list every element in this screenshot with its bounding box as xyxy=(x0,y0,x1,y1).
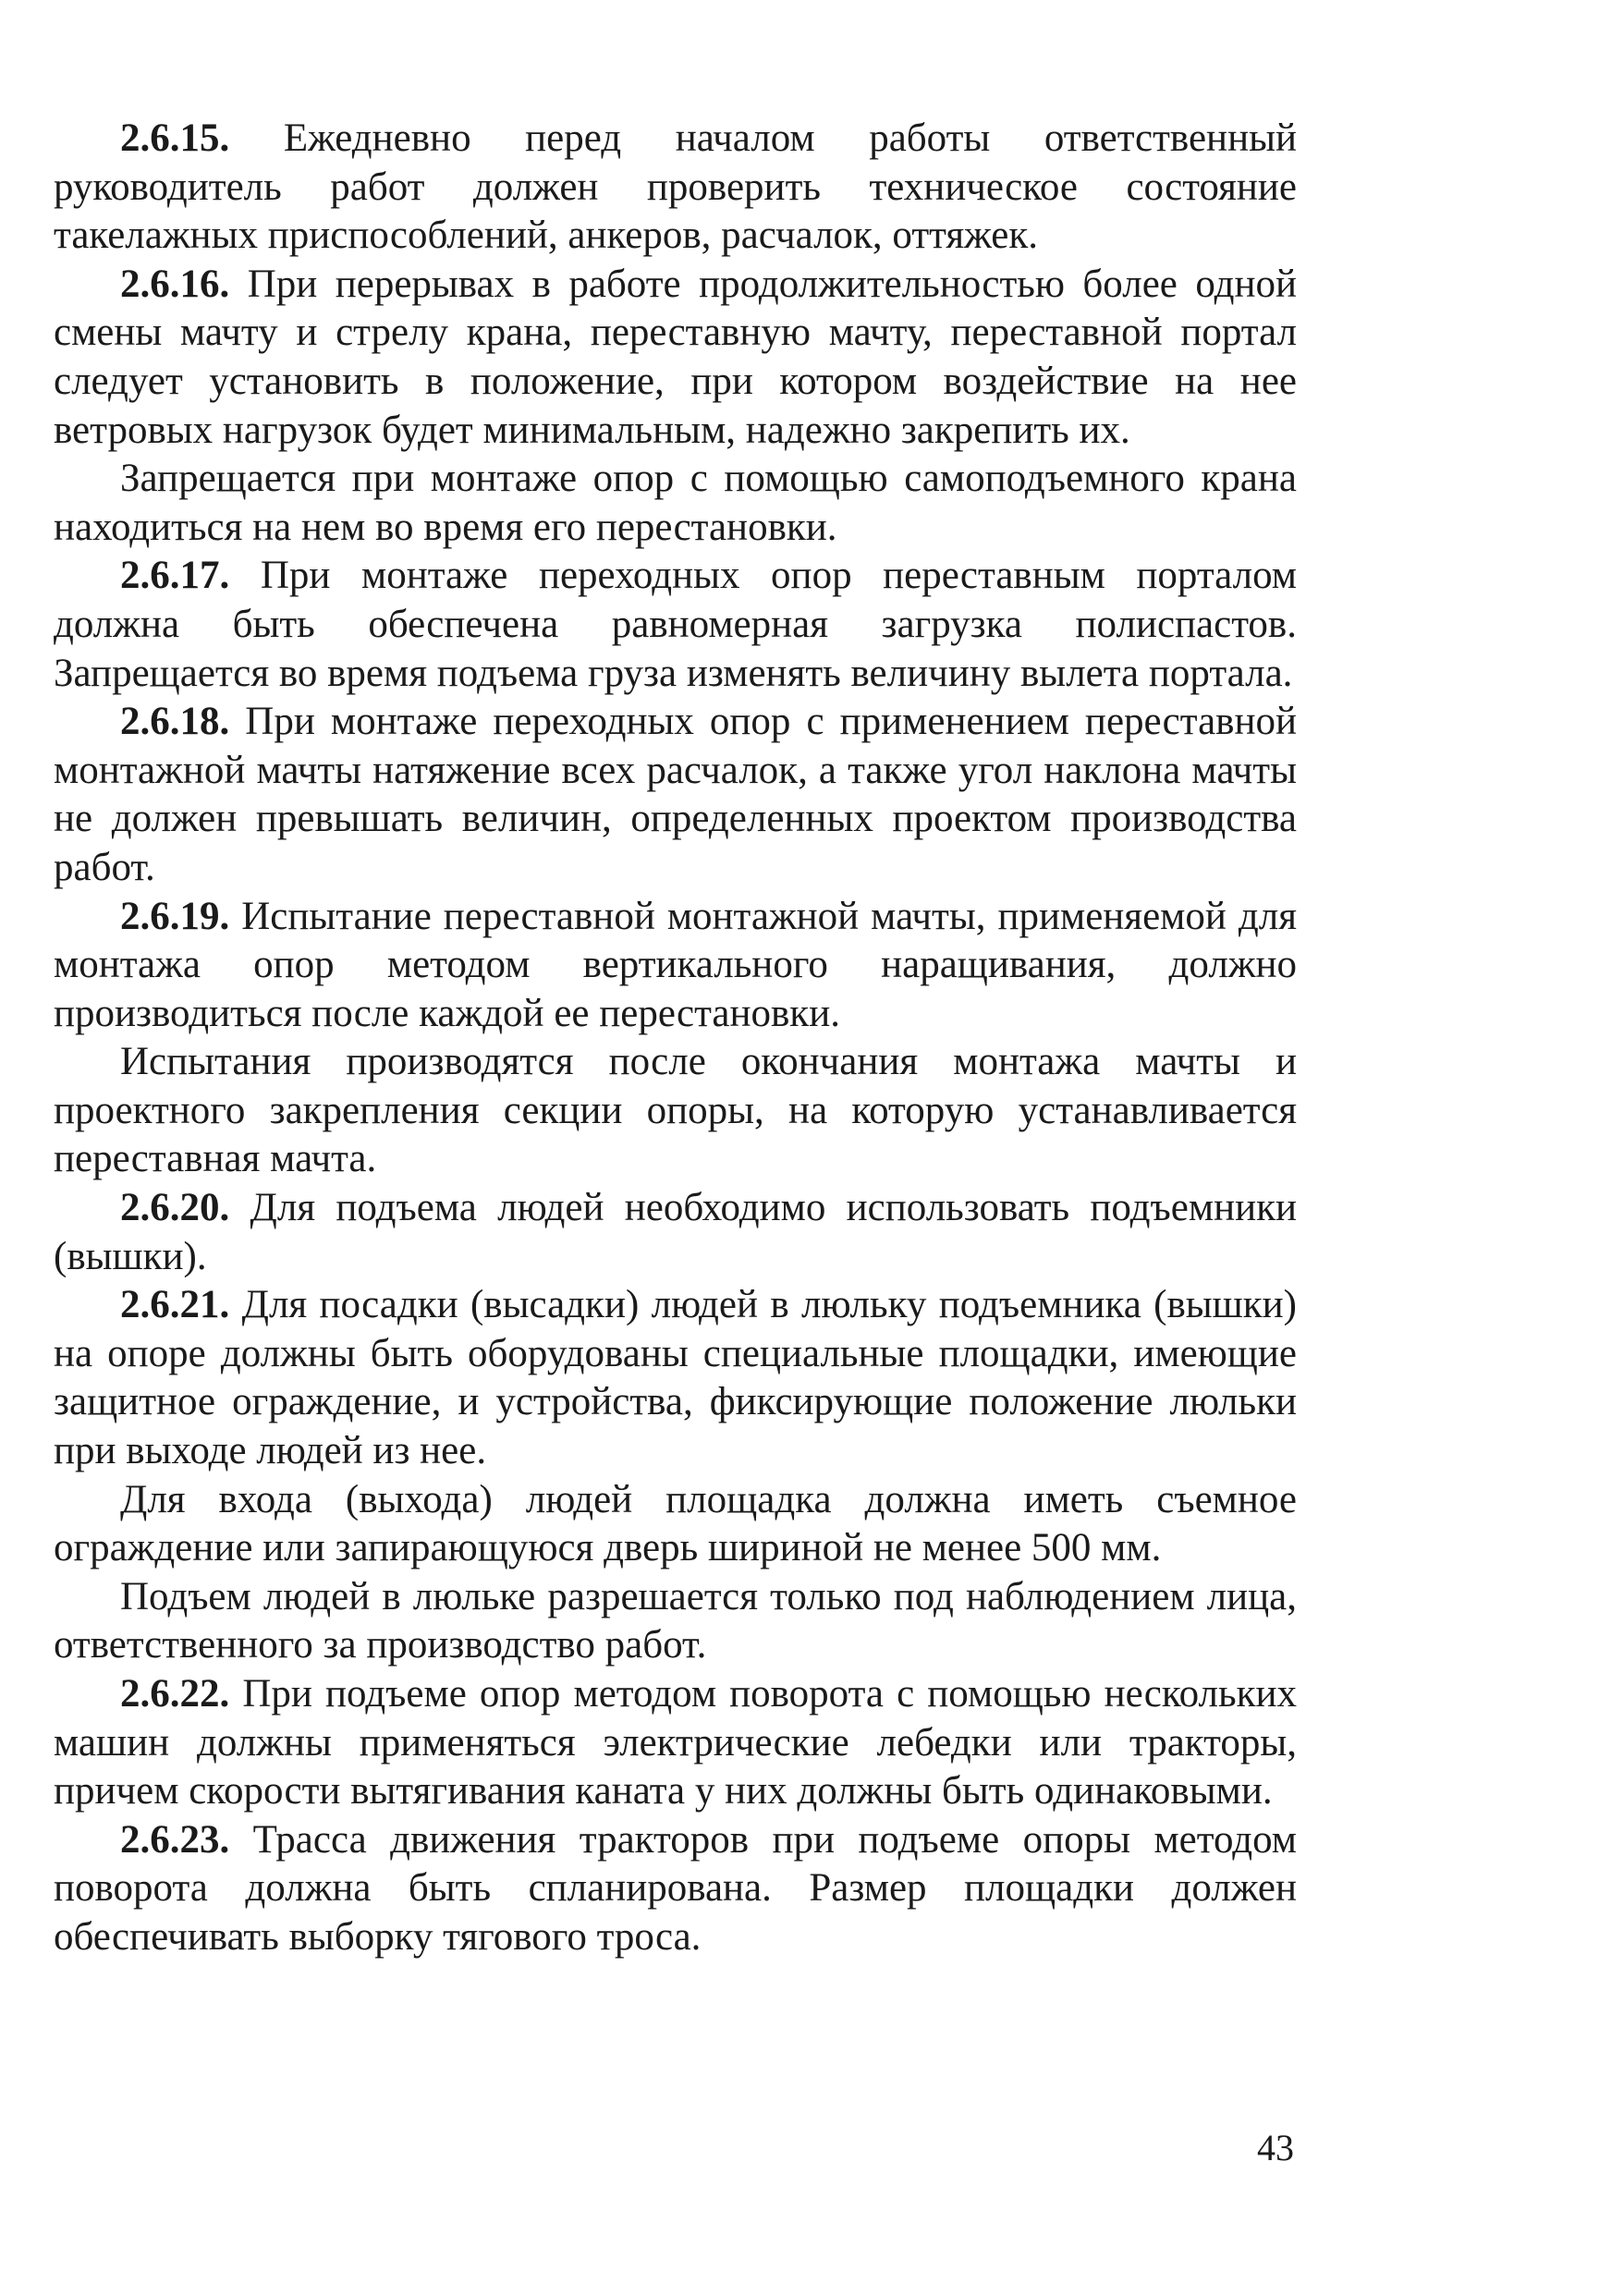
paragraph-2-6-19-note xyxy=(54,1038,1297,1184)
paragraph-number: 2.6.23. xyxy=(120,1817,230,1862)
paragraph-text: Испытания производятся после окончания монтажа мачты и проектного закрепления секции опоры, на которую устанавливается переставная мачта. xyxy=(54,1040,1297,1181)
paragraph-text: Для посадки (высадки) людей в люльку подъемника (вышки) на опоре должны быть оборудованы специальные площадки, имеющие защитное ограждение, и устройства, фиксирующие положение люльки при выходе людей из нее. xyxy=(54,1283,1297,1473)
paragraph-2-6-20 xyxy=(54,1184,1297,1281)
paragraph-text: При подъеме опор методом поворота с помощью нескольких машин должны применяться электрические лебедки или тракторы, причем скорости вытягивания каната у них должны быть одинаковыми. xyxy=(54,1672,1297,1814)
paragraph-2-6-17 xyxy=(54,552,1297,698)
paragraph-text: Для подъема людей необходимо использовать подъемники (вышки). xyxy=(54,1186,1297,1278)
paragraph-number: 2.6.20. xyxy=(120,1186,230,1230)
paragraph-text: При монтаже переходных опор переставным порталом должна быть обеспечена равномерная загрузка полиспастов. Запрещается во время подъема груза изменять величину вылета портала. xyxy=(54,554,1297,695)
paragraph-2-6-19 xyxy=(54,893,1297,1039)
paragraph-number: 2.6.16. xyxy=(120,262,230,306)
paragraph-number: 2.6.21. xyxy=(120,1283,230,1327)
paragraph-number: 2.6.17. xyxy=(120,554,230,598)
paragraph-number: 2.6.22. xyxy=(120,1672,230,1716)
paragraph-text: При перерывах в работе продолжительностью более одной смены мачту и стрелу крана, переставную мачту, переставной портал следует установить в положение, при котором воздействие на нее ветровых нагрузок будет минимальным, надежно закрепить их. xyxy=(54,262,1297,452)
paragraph-number: 2.6.18. xyxy=(120,700,230,744)
body-text xyxy=(54,115,1297,1962)
paragraph-text: Трасса движения тракторов при подъеме опоры методом поворота должна быть спланирована. Размер площадки должен обеспечивать выборку тягового троса. xyxy=(54,1817,1297,1959)
paragraph-2-6-21-note-1 xyxy=(54,1476,1297,1573)
paragraph-2-6-21-note-2 xyxy=(54,1573,1297,1670)
paragraph-number: 2.6.15. xyxy=(120,116,230,160)
paragraph-text: Запрещается при монтаже опор с помощью самоподъемного крана находиться на нем во время его перестановки. xyxy=(54,457,1297,549)
paragraph-2-6-22 xyxy=(54,1670,1297,1816)
paragraph-text: Подъем людей в люльке разрешается только под наблюдением лица, ответственного за производство работ. xyxy=(54,1574,1297,1667)
paragraph-text: Испытание переставной монтажной мачты, применяемой для монтажа опор методом вертикального наращивания, должно производиться после каждой ее перестановки. xyxy=(54,894,1297,1035)
paragraph-text: При монтаже переходных опор с применением переставной монтажной мачты натяжение всех расчалок, а также угол наклона мачты не должен превышать величин, определенных проектом производства работ. xyxy=(54,700,1297,889)
paragraph-2-6-21 xyxy=(54,1281,1297,1475)
paragraph-number: 2.6.19. xyxy=(120,894,230,938)
paragraph-2-6-15 xyxy=(54,115,1297,261)
paragraph-text: Для входа (выхода) людей площадка должна иметь съемное ограждение или запирающуюся дверь шириной не менее 500 мм. xyxy=(54,1477,1297,1570)
page-number: 43 xyxy=(1257,2127,1294,2168)
paragraph-2-6-16-note xyxy=(54,455,1297,552)
paragraph-text: Ежедневно перед началом работы ответственный руководитель работ должен проверить техническое состояние такелажных приспособлений, анкеров, расчалок, оттяжек. xyxy=(54,116,1297,258)
paragraph-2-6-23 xyxy=(54,1816,1297,1962)
paragraph-2-6-16 xyxy=(54,261,1297,455)
paragraph-2-6-18 xyxy=(54,698,1297,892)
